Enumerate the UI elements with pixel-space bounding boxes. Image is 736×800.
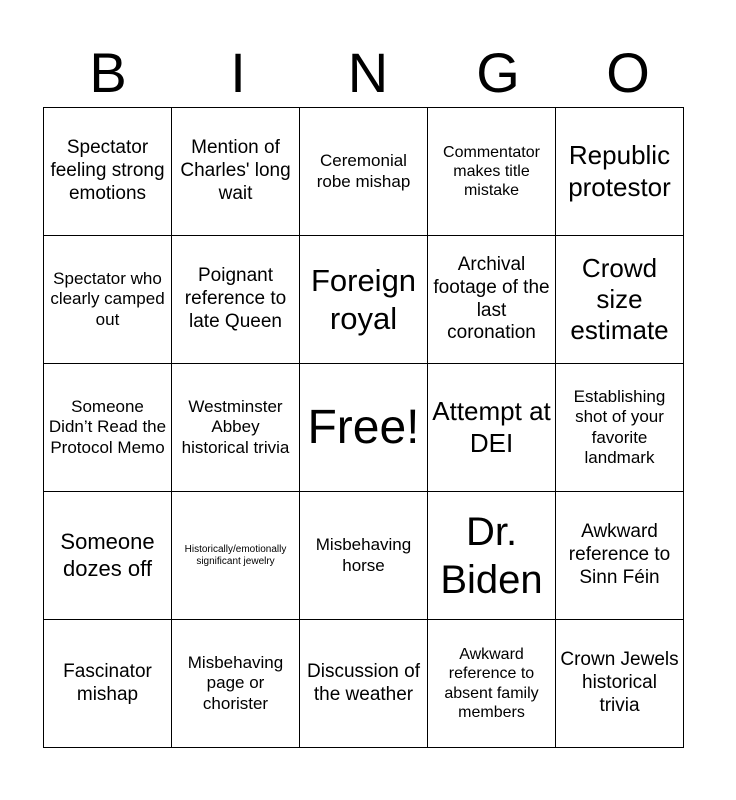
bingo-cell[interactable]: Dr. Biden — [428, 492, 556, 620]
bingo-cell[interactable]: Someone dozes off — [44, 492, 172, 620]
bingo-cell[interactable]: Foreign royal — [300, 236, 428, 364]
board-row-2 — [44, 236, 684, 364]
bingo-cell[interactable]: Discussion of the weather — [300, 620, 428, 748]
free-space[interactable]: Free! — [300, 364, 428, 492]
bingo-cell[interactable]: Poignant reference to late Queen — [172, 236, 300, 364]
bingo-cell[interactable]: Archival footage of the last coronation — [428, 236, 556, 364]
bingo-cell[interactable]: Fascinator mishap — [44, 620, 172, 748]
bingo-cell[interactable]: Someone Didn’t Read the Protocol Memo — [44, 364, 172, 492]
bingo-cell[interactable]: Crown Jewels historical trivia — [556, 620, 684, 748]
bingo-cell[interactable]: Ceremonial robe mishap — [300, 108, 428, 236]
board-row-5 — [44, 620, 684, 748]
header-letter-i: I — [230, 41, 246, 104]
bingo-cell[interactable]: Awkward reference to absent family members — [428, 620, 556, 748]
bingo-cell[interactable]: Westminster Abbey historical trivia — [172, 364, 300, 492]
bingo-cell[interactable]: Misbehaving horse — [300, 492, 428, 620]
bingo-cell[interactable]: Historically/emotionally significant jewelry — [172, 492, 300, 620]
header-letter-b: B — [89, 41, 127, 104]
bingo-header — [43, 42, 693, 104]
bingo-cell[interactable]: Republic protestor — [556, 108, 684, 236]
board-row-1 — [44, 108, 684, 236]
header-letter-n: N — [347, 41, 389, 104]
header-letter-g: G — [476, 41, 520, 104]
header-letter-o: O — [606, 41, 650, 104]
bingo-cell[interactable]: Mention of Charles' long wait — [172, 108, 300, 236]
bingo-cell[interactable]: Spectator feeling strong emotions — [44, 108, 172, 236]
bingo-cell[interactable]: Misbehaving page or chorister — [172, 620, 300, 748]
bingo-cell[interactable]: Commentator makes title mistake — [428, 108, 556, 236]
bingo-cell[interactable]: Awkward reference to Sinn Féin — [556, 492, 684, 620]
bingo-cell[interactable]: Crowd size estimate — [556, 236, 684, 364]
board-row-4 — [44, 492, 684, 620]
bingo-cell[interactable]: Attempt at DEI — [428, 364, 556, 492]
bingo-cell[interactable]: Spectator who clearly camped out — [44, 236, 172, 364]
bingo-board — [43, 107, 684, 748]
board-row-3 — [44, 364, 684, 492]
bingo-cell[interactable]: Establishing shot of your favorite landmark — [556, 364, 684, 492]
